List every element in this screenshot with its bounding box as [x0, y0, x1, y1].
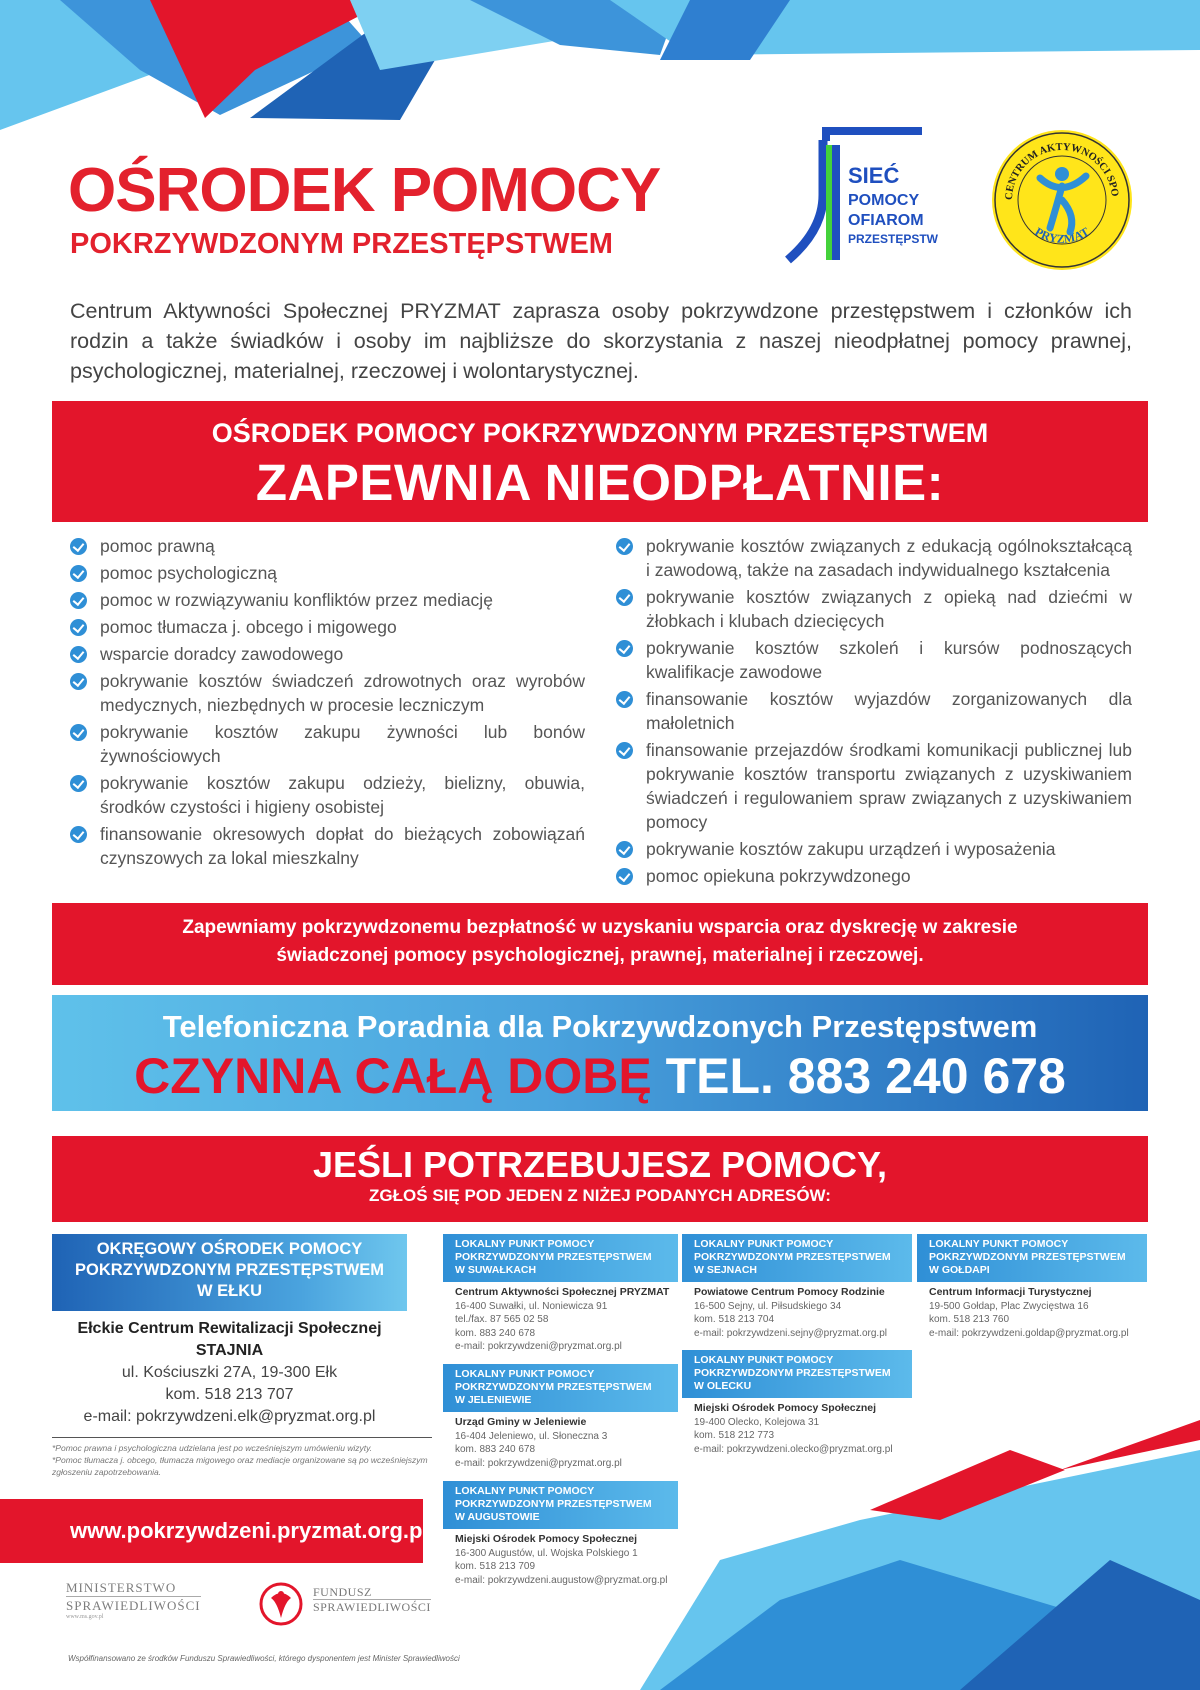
district-center-details [52, 1318, 407, 1428]
local-point-jeleniewo [443, 1364, 678, 1470]
fund-logo-line-1: FUNDUSZ [313, 1585, 372, 1599]
services-list-right [616, 534, 1132, 891]
list-item: finansowanie kosztów wyjazdów zorganizowanych dla małoletnich [616, 687, 1132, 735]
siec-line-1: SIEĆ [848, 163, 900, 188]
list-item: wsparcie doradcy zawodowego [70, 642, 585, 666]
hotline-line [52, 1047, 1148, 1105]
list-item: pokrywanie kosztów szkoleń i kursów podnoszących kwalifikacje zawodowe [616, 636, 1132, 684]
local-point-augustow [443, 1481, 678, 1587]
check-icon [616, 841, 633, 858]
siec-pomocy-logo [778, 125, 938, 270]
footnote: *Pomoc tłumacza j. obcego, tłumacza migowego oraz mediacje organizowane są po wcześniejszym zgłoszeniu zapotrzebowania. [52, 1455, 428, 1477]
local-point-header: LOKALNY PUNKT POMOCY POKRZYWDZONYM PRZESTĘPSTWEM W JELENIEWIE [443, 1364, 678, 1412]
hotline-hours: CZYNNA CAŁĄ DOBĘ [134, 1048, 652, 1104]
local-point-header: LOKALNY PUNKT POMOCY POKRZYWDZONYM PRZESTĘPSTWEM W AUGUSTOWIE [443, 1481, 678, 1529]
check-icon [70, 565, 87, 582]
ministry-logo-line-2: SPRAWIEDLIWOŚCI [66, 1598, 201, 1613]
services-list-left [70, 534, 585, 873]
eagle-icon [255, 1578, 307, 1635]
local-point-header: LOKALNY PUNKT POMOCY POKRZYWDZONYM PRZESTĘPSTWEM W SEJNACH [682, 1234, 912, 1282]
services-header-line-1: OŚRODEK POMOCY POKRZYWDZONYM PRZESTĘPSTWEM [211, 418, 989, 448]
list-item: pokrywanie kosztów związanych z edukacją ogólnokształcącą i zawodową, także na zasadach indywidualnego kształcenia [616, 534, 1132, 582]
check-icon [70, 538, 87, 555]
need-help-box [52, 1136, 1148, 1222]
services-header-line-2: ZAPEWNIA NIEODPŁATNIE: [255, 454, 945, 511]
check-icon [616, 691, 633, 708]
list-item: pokrywanie kosztów zakupu urządzeń i wyposażenia [616, 837, 1132, 861]
pryzmat-name-text: PRYZMAT [1032, 224, 1092, 246]
local-point-header: LOKALNY PUNKT POMOCY POKRZYWDZONYM PRZESTĘPSTWEM W GOŁDAPI [917, 1234, 1147, 1282]
guarantee-text: Zapewniamy pokrzywdzonemu bezpłatność w uzyskaniu wsparcia oraz dyskrecję w zakresie świadczonej pomocy psychologicznej, prawnej, materialnej i rzeczowej. [182, 917, 1018, 966]
hotline-phone[interactable]: TEL. 883 240 678 [665, 1048, 1066, 1104]
siec-line-3: OFIAROM [848, 212, 924, 229]
check-icon [70, 673, 87, 690]
check-icon [70, 619, 87, 636]
cofunding-note: Współfinansowano ze środków Funduszu Sprawiedliwości, którego dysponentem jest Minister Sprawiedliwości [68, 1654, 460, 1663]
hotline-title: Telefoniczna Poradnia dla Pokrzywdzonych Przestępstwem [162, 1009, 1038, 1044]
check-icon [70, 592, 87, 609]
intro-paragraph: Centrum Aktywności Społecznej PRYZMAT zaprasza osoby pokrzywdzone przestępstwem i członków ich rodzin a także świadków i osoby im najbliższe do skorzystania z naszej nieodpłatnej pomocy prawnej, psychologicznej, materialnej, rzeczowej i wolontarystycznej. [70, 299, 1132, 383]
ministry-logo-url: www.ms.gov.pl [66, 1614, 104, 1620]
check-icon [616, 589, 633, 606]
check-icon [70, 826, 87, 843]
check-icon [70, 775, 87, 792]
services-header-box [52, 401, 1148, 522]
fund-logo-text [313, 1585, 431, 1614]
need-help-line-2: ZGŁOŚ SIĘ POD JEDEN Z NIŻEJ PODANYCH ADRESÓW: [369, 1186, 831, 1205]
local-point-header: LOKALNY PUNKT POMOCY POKRZYWDZONYM PRZESTĘPSTWEM W OLECKU [682, 1350, 912, 1398]
ministry-logo [66, 1580, 201, 1620]
guarantee-box [52, 903, 1148, 985]
district-center-email[interactable]: e-mail: pokrzywdzeni.elk@pryzmat.org.pl [83, 1408, 376, 1425]
list-item: pomoc prawną [70, 534, 585, 558]
check-icon [616, 640, 633, 657]
local-point-details: Miejski Ośrodek Pomocy Społecznej 16-300 Augustów, ul. Wojska Polskiego 1 kom. 518 213 709 e-mail: pokrzywdzeni.augustow@pryzmat.org.pl [455, 1533, 668, 1586]
pryzmat-ring-text: CENTRUM AKTYWNOŚCI SPO [1003, 141, 1120, 201]
list-item: finansowanie okresowych dopłat do bieżących zobowiązań czynszowych za lokal mieszkalny [70, 822, 585, 870]
list-item: pomoc opiekuna pokrzywdzonego [616, 864, 1132, 888]
list-item: finansowanie przejazdów środkami komunikacji publicznej lub pokrywanie kosztów transportu związanych z uzyskiwaniem świadczeń i regulowaniem spraw związanych z uzyskiwaniem pomocy [616, 738, 1132, 834]
list-item: pomoc w rozwiązywaniu konfliktów przez mediację [70, 588, 585, 612]
pryzmat-logo [990, 128, 1135, 278]
check-icon [70, 646, 87, 663]
footnote: *Pomoc prawna i psychologiczna udzielana jest po wcześniejszym umówieniu wizyty. [52, 1443, 373, 1453]
local-point-details: Urząd Gminy w Jeleniewie 16-404 Jeleniewo, ul. Słoneczna 3 kom. 883 240 678 e-mail: pokrzywdzeni@pryzmat.org.pl [455, 1416, 622, 1469]
local-point-sejny [682, 1234, 912, 1340]
district-center-address: ul. Kościuszki 27A, 19-300 Ełk [121, 1364, 338, 1381]
local-point-suwalki [443, 1234, 678, 1354]
list-item: pomoc tłumacza j. obcego i migowego [70, 615, 585, 639]
local-point-details: Centrum Aktywności Społecznej PRYZMAT 16-400 Suwałki, ul. Noniewicza 91 tel./fax. 87 565 02 58 kom. 883 240 678 e-mail: pokrzywdzeni@pryzmat.org.pl [455, 1286, 670, 1352]
local-point-goldap [917, 1234, 1147, 1340]
fund-logo-line-2: SPRAWIEDLIWOŚCI [313, 1600, 431, 1614]
check-icon [616, 868, 633, 885]
page-title: OŚRODEK POMOCY [68, 156, 661, 225]
footnotes [52, 1437, 432, 1478]
siec-line-4: PRZESTĘPSTW [848, 232, 938, 246]
district-center-phone: kom. 518 213 707 [165, 1386, 294, 1403]
check-icon [70, 724, 87, 741]
hotline-box [52, 995, 1148, 1111]
local-point-olecko [682, 1350, 912, 1456]
ministry-logo-line-1: MINISTERSTWO [66, 1580, 177, 1595]
district-center-name: Ełckie Centrum Rewitalizacji Społecznej STAJNIA [77, 1320, 382, 1359]
check-icon [616, 742, 633, 759]
local-point-details: Miejski Ośrodek Pomocy Społecznej 19-400 Olecko, Kolejowa 31 kom. 518 212 773 e-mail: pokrzywdzeni.olecko@pryzmat.org.pl [694, 1402, 893, 1455]
list-item: pokrywanie kosztów świadczeń zdrowotnych oraz wyrobów medycznych, niezbędnych w procesie leczniczym [70, 669, 585, 717]
check-icon [616, 538, 633, 555]
local-point-details: Powiatowe Centrum Pomocy Rodzinie 16-500 Sejny, ul. Piłsudskiego 34 kom. 518 213 704 e-mail: pokrzywdzeni.sejny@pryzmat.org.pl [694, 1286, 887, 1339]
local-point-header: LOKALNY PUNKT POMOCY POKRZYWDZONYM PRZESTĘPSTWEM W SUWAŁKACH [443, 1234, 678, 1282]
local-point-details: Centrum Informacji Turystycznej 19-500 Gołdap, Plac Zwycięstwa 16 kom. 518 213 760 e-mail: pokrzywdzeni.goldap@pryzmat.org.pl [929, 1286, 1129, 1339]
website-link[interactable]: www.pokrzywdzeni.pryzmat.org.pl [0, 1499, 423, 1563]
need-help-line-1: JEŚLI POTRZEBUJESZ POMOCY, [312, 1144, 888, 1185]
list-item: pomoc psychologiczną [70, 561, 585, 585]
list-item: pokrywanie kosztów zakupu żywności lub bonów żywnościowych [70, 720, 585, 768]
siec-line-2: POMOCY [848, 192, 920, 209]
district-center-header: OKRĘGOWY OŚRODEK POMOCY POKRZYWDZONYM PRZESTĘPSTWEM W EŁKU [52, 1234, 407, 1311]
list-item: pokrywanie kosztów zakupu odzieży, bielizny, obuwia, środków czystości i higieny osobistej [70, 771, 585, 819]
list-item: pokrywanie kosztów związanych z opieką nad dziećmi w żłobkach i klubach dziecięcych [616, 585, 1132, 633]
page-subtitle: POKRZYWDZONYM PRZESTĘPSTWEM [70, 228, 613, 260]
